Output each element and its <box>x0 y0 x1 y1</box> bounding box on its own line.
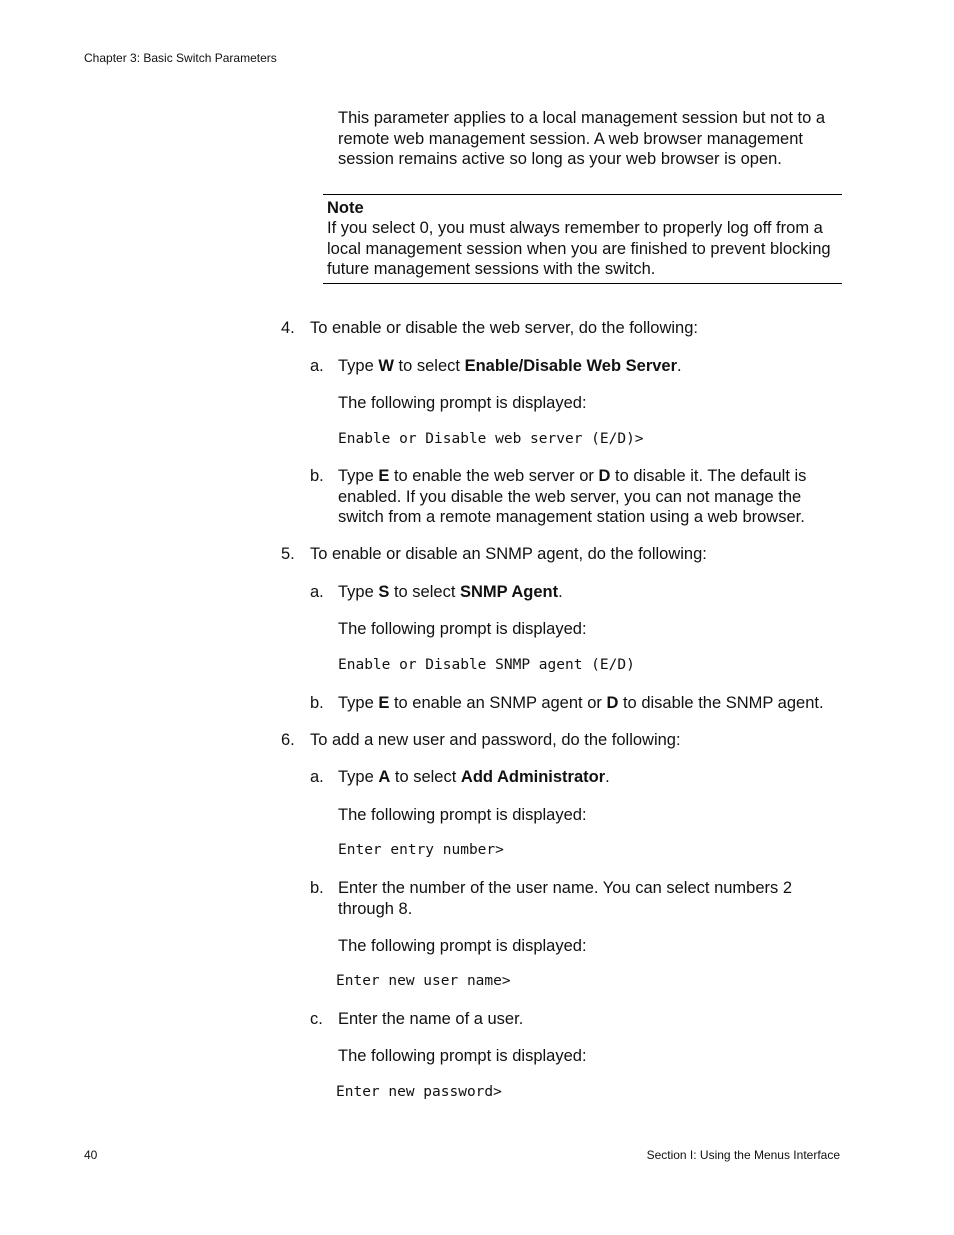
step-6c-prompt-label: The following prompt is displayed: <box>338 1047 587 1065</box>
note-box <box>323 194 842 284</box>
step-6c-prompt: Enter new password> <box>336 1084 502 1100</box>
step-5-prompt-label: The following prompt is displayed: <box>338 620 587 638</box>
step-5-prompt: Enable or Disable SNMP agent (E/D) <box>338 657 635 673</box>
step-5a-text: Type S to select SNMP Agent. <box>338 583 563 601</box>
step-5b-text: Type E to enable an SNMP agent or D to disable the SNMP agent. <box>338 694 824 712</box>
note-text: If you select 0, you must always remember to properly log off from a local management session when you are finished to prevent blocking future management sessions with the switch. <box>327 219 831 278</box>
step-5-number: 5. <box>281 545 295 563</box>
step-4a-text: Type W to select Enable/Disable Web Server. <box>338 357 682 375</box>
step-6c-letter: c. <box>310 1010 323 1028</box>
step-6a-letter: a. <box>310 768 324 786</box>
step-5a-letter: a. <box>310 583 324 601</box>
step-6-number: 6. <box>281 731 295 749</box>
step-6b-prompt: Enter new user name> <box>336 973 511 989</box>
step-4b-text: Type E to enable the web server or D to disable it. The default is enabled. If you disable the web server, you can not manage the switch from a remote management station using a web browser. <box>338 467 807 526</box>
step-6a-prompt-label: The following prompt is displayed: <box>338 806 587 824</box>
intro-paragraph: This parameter applies to a local management session but not to a remote web management session. A web browser management session remains active so long as your web browser is open. <box>338 109 826 168</box>
step-4-number: 4. <box>281 319 295 337</box>
step-4b-letter: b. <box>310 467 324 485</box>
step-5-text: To enable or disable an SNMP agent, do the following: <box>310 545 707 563</box>
step-6c-text: Enter the name of a user. <box>338 1010 524 1028</box>
step-6a-prompt: Enter entry number> <box>338 842 504 858</box>
page-number: 40 <box>84 1148 98 1162</box>
step-4-prompt-label: The following prompt is displayed: <box>338 394 587 412</box>
note-title: Note <box>327 199 364 217</box>
running-header: Chapter 3: Basic Switch Parameters <box>84 51 277 65</box>
step-6b-text: Enter the number of the user name. You can select numbers 2 through 8. <box>338 879 793 918</box>
step-5b-letter: b. <box>310 694 324 712</box>
step-6-text: To add a new user and password, do the following: <box>310 731 681 749</box>
step-6a-text: Type A to select Add Administrator. <box>338 768 610 786</box>
step-6b-prompt-label: The following prompt is displayed: <box>338 937 587 955</box>
step-6b-letter: b. <box>310 879 324 897</box>
step-4-text: To enable or disable the web server, do the following: <box>310 319 698 337</box>
step-4a-letter: a. <box>310 357 324 375</box>
step-4-prompt: Enable or Disable web server (E/D)> <box>338 431 644 447</box>
running-footer: Section I: Using the Menus Interface <box>646 1148 840 1162</box>
